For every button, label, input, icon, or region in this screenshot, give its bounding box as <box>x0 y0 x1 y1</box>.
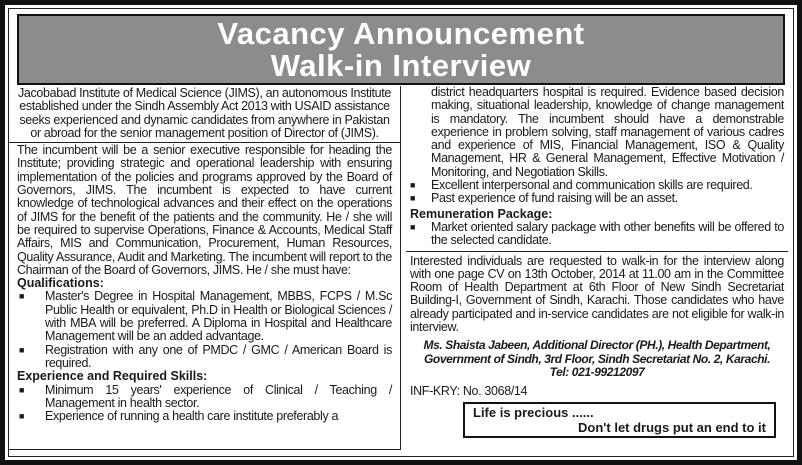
list-item: ■ Master's Degree in Hospital Management, MBBS, FCPS / M.Sc Public Health or equivalent, Ph.D in Health or Biological Sciences / with MBA will be preferred. A Diploma in Hospital and Healthcare Management will be an added advantage. <box>9 290 392 343</box>
list-item: ■ Excellent interpersonal and communication skills are required. <box>406 179 784 192</box>
list-item: ■ Experience of running a health care institute preferably a <box>9 410 392 423</box>
remuneration-list <box>406 221 788 248</box>
qualifications-list <box>9 290 400 370</box>
list-item: ■ Minimum 15 years' experience of Clinical / Teaching / Management in health sector. <box>9 384 392 411</box>
list-item: ■ Registration with any one of PMDC / GMC / American Board is required. <box>9 344 392 371</box>
intro-paragraph: Jacobabad Institute of Medical Science (JIMS), an autonomous Institute established under the Sindh Assembly Act 2013 with USAID assistance seeks experienced and dynamic candidates from anywhere in Pakistan or abroad for the senior management position of Director of (JIMS). <box>9 86 400 143</box>
bullet-icon: ■ <box>19 384 25 395</box>
title-line-2: Walk-in Interview <box>270 48 532 83</box>
experience-heading: Experience and Required Skills: <box>17 369 208 384</box>
instructions-paragraph: Interested individuals are requested to walk-in for the interview along with one page CV on 13th October, 2014 at 11.00 am in the Committee Room of Health Department at 6th Floor of New Sindh Secretariat Building-I, Government of Sindh, Karachi. Those candidates who have already participated and in-service candidates are not eligible for walk-in interview. <box>406 251 788 335</box>
title-line-1: Vacancy Announcement <box>217 16 585 51</box>
bullet-icon: ■ <box>410 180 416 191</box>
right-column <box>406 86 794 452</box>
experience-list-continued <box>406 86 788 206</box>
contact-name: Ms. Shaista Jabeen, Additional Director (PH.), Health Department, <box>423 338 771 353</box>
bullet-icon: ■ <box>410 221 416 232</box>
reference-number: INF-KRY: No. 3068/14 <box>410 384 528 399</box>
bullet-icon: ■ <box>410 193 416 204</box>
slogan-line-2: Don't let drugs put an end to it <box>578 419 766 435</box>
list-item-continued: district headquarters hospital is required. Evidence based decision making, situational leadership, knowledge of change management is mandatory. The incumbent should have a demonstrable experience in problem solving, staff management of various cadres and experience of MIS, Financial Management, ISO & Quality Management, HR & General Management, Effective Motivation / Monitoring, and Negotiation Skills. <box>431 85 784 179</box>
description-paragraph: The incumbent will be a senior executive responsible for heading the Institute; providing strategic and operational leadership with ensuring implementation of the policies and programs approved by the Board of Governors, JIMS. The incumbent is expected to have current knowledge of technological advances and their effect on the operations of JIMS for the benefit of the patients and the community. He / she will be required to supervise Operations, Finance & Accounts, Medical Staff Affairs, MIS and Communication, Procurement, Human Resources, Quality Assurance, Audit and Marketing. The incumbent will report to the Chairman of the Board of Governors, JIMS. He / she must have: <box>17 143 392 277</box>
contact-phone: Tel: 021-99212097 <box>549 364 645 379</box>
contact-block <box>406 339 788 379</box>
list-item: ■ Past experience of fund raising will be an asset. <box>406 192 784 205</box>
header-banner <box>17 14 785 85</box>
left-column <box>9 86 401 450</box>
bullet-icon: ■ <box>19 291 25 302</box>
qualifications-heading: Qualifications: <box>17 276 104 291</box>
bullet-icon: ■ <box>19 344 25 355</box>
remuneration-heading: Remuneration Package: <box>410 206 553 221</box>
list-item: ■ Market oriented salary package with other benefits will be offered to the selected candidate. <box>406 221 784 248</box>
bullet-icon: ■ <box>19 411 25 422</box>
slogan-line-1: Life is precious ...... <box>473 404 594 420</box>
experience-list <box>9 384 400 424</box>
slogan-box <box>463 402 776 438</box>
contact-address: Government of Sindh, 3rd Floor, Sindh Secretariat No. 2, Karachi. <box>423 351 771 366</box>
